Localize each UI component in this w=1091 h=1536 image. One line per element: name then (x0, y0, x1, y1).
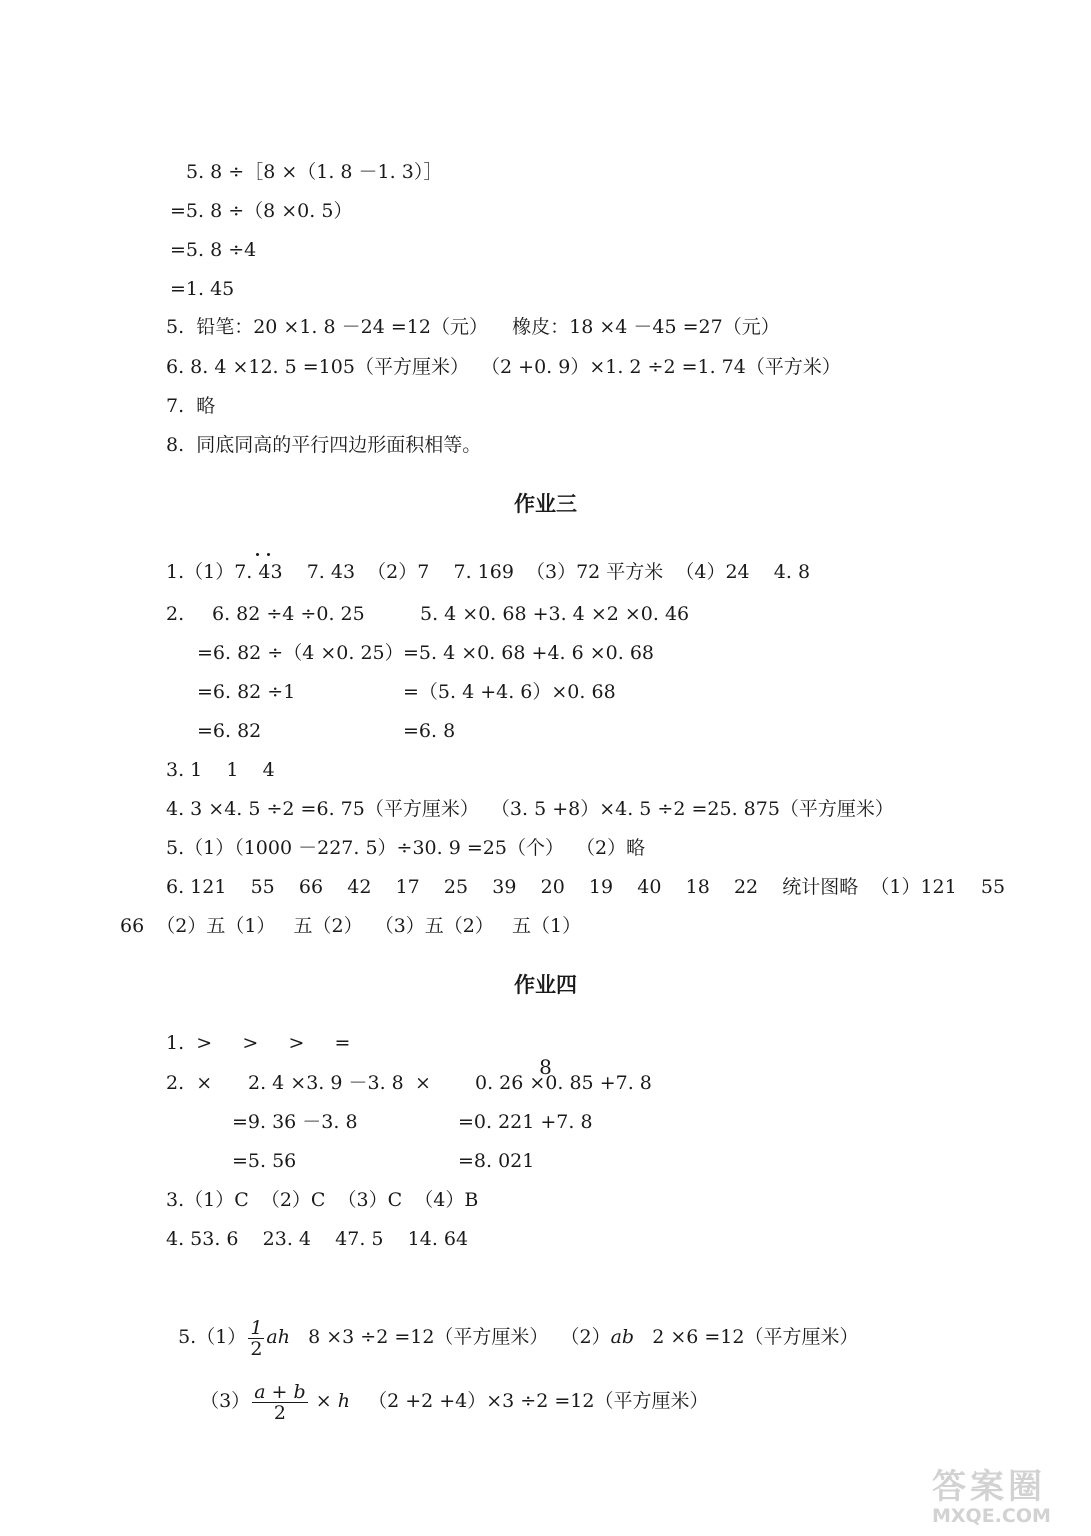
s4-q4: 4. 53. 6 23. 4 47. 5 14. 64 (166, 1228, 469, 1250)
s3-q1: 1.（1）7. 43 7. 43 （2）7 7. 169 （3）72 平方米 （4）24 4. 8 (166, 561, 811, 583)
formula-variable-ab: ab (610, 1326, 635, 1348)
section-title-3: 作业三 (514, 492, 577, 516)
answer-5: 5. 铅笔：20 ×1. 8 －24 =12（元） 橡皮：18 ×4 －45 =27（元） (166, 316, 780, 338)
repeat-dot (256, 553, 259, 556)
answer-6: 6. 8. 4 ×12. 5 =105（平方厘米） （2 +0. 9）×1. 2 ÷2 =1. 74（平方米） (166, 356, 841, 378)
s4-q2-left-1: 2. 4 ×3. 9 －3. 8 (248, 1072, 404, 1094)
s4-q2-right-3: =8. 021 (458, 1150, 535, 1172)
s4-q1: 1. > > > = (166, 1032, 351, 1054)
s4-q2-mark: × (415, 1072, 431, 1094)
formula-variable: ah (266, 1326, 290, 1348)
answer-8: 8. 同底同高的平行四边形面积相等。 (166, 434, 482, 456)
fraction-denominator: 2 (250, 1337, 263, 1360)
section-title-4: 作业四 (514, 973, 577, 997)
expr-line-4: =1. 45 (170, 278, 235, 300)
s4-q2-left-2: =9. 36 －3. 8 (232, 1111, 358, 1133)
s4-q5-prefix: 5.（1） (178, 1326, 247, 1348)
s4-q5b-rest: （2 +2 +4）×3 ÷2 =12（平方厘米） (349, 1390, 709, 1412)
s3-q5: 5.（1）（1000 －227. 5）÷30. 9 =25（个） （2）略 (166, 837, 646, 859)
s3-q2-right-3: =（5. 4 +4. 6）×0. 68 (403, 681, 616, 703)
s3-q4: 4. 3 ×4. 5 ÷2 =6. 75（平方厘米） （3. 5 +8）×4. 5 ÷2 =25. 875（平方厘米） (166, 798, 894, 820)
s3-q2-left-3: =6. 82 ÷1 (197, 681, 296, 703)
s3-q2-label: 2. (166, 603, 185, 625)
expr-line-2: =5. 8 ÷（8 ×0. 5） (170, 200, 353, 222)
s3-q6-line-2: 66 （2）五（1） 五（2） （3）五（2） 五（1） (120, 915, 582, 937)
s3-q2-left-2: =6. 82 ÷（4 ×0. 25） (197, 642, 404, 664)
fraction-numerator: 1 (250, 1316, 263, 1339)
s4-q2-left-3: =5. 56 (232, 1150, 297, 1172)
s4-q5b-prefix: （3） (200, 1390, 251, 1412)
s4-q5-rest-2: 2 ×6 =12（平方厘米） (634, 1326, 859, 1348)
expr-line-3: =5. 8 ÷4 (170, 239, 257, 261)
fraction-denominator: 2 (273, 1401, 286, 1424)
s4-q3: 3.（1）C （2）C （3）C （4）B (166, 1189, 479, 1211)
times-sign: × (309, 1390, 332, 1412)
s4-q2-right-1: 0. 26 ×0. 85 +7. 8 (475, 1072, 652, 1094)
s4-q5-line-2 (188, 1335, 708, 1423)
s3-q6-line-1: 6. 121 55 66 42 17 25 39 20 19 40 18 22 统计图略 （1）121 55 (166, 876, 1006, 898)
s4-q2-right-2: =0. 221 +7. 8 (458, 1111, 593, 1133)
watermark-url: MXQE.COM (932, 1505, 1051, 1527)
expr-line-1: 5. 8 ÷［8 ×（1. 8 －1. 3）］ (186, 161, 443, 183)
s3-q3: 3. 1 1 4 (166, 759, 275, 781)
s4-q2-label: 2. × (166, 1072, 213, 1094)
fraction-numerator: a + b (254, 1380, 306, 1403)
formula-variable-h: h (337, 1390, 350, 1412)
s3-q2-right-4: =6. 8 (403, 720, 456, 742)
repeat-dot (267, 553, 270, 556)
fraction-trapezoid (252, 1382, 308, 1423)
answer-7: 7. 略 (166, 395, 216, 417)
page-number: 8 (539, 1055, 552, 1079)
s3-q2-right-2: =5. 4 ×0. 68 +4. 6 ×0. 68 (403, 642, 654, 664)
watermark-text: 答案圈 (932, 1467, 1046, 1507)
s4-q5-rest: 8 ×3 ÷2 =12（平方厘米） （2） (289, 1326, 611, 1348)
s3-q2-right-1: 5. 4 ×0. 68 +3. 4 ×2 ×0. 46 (420, 603, 690, 625)
watermark-logo (932, 1468, 1082, 1528)
s3-q2-left-1: 6. 82 ÷4 ÷0. 25 (212, 603, 365, 625)
s3-q2-left-4: =6. 82 (197, 720, 262, 742)
